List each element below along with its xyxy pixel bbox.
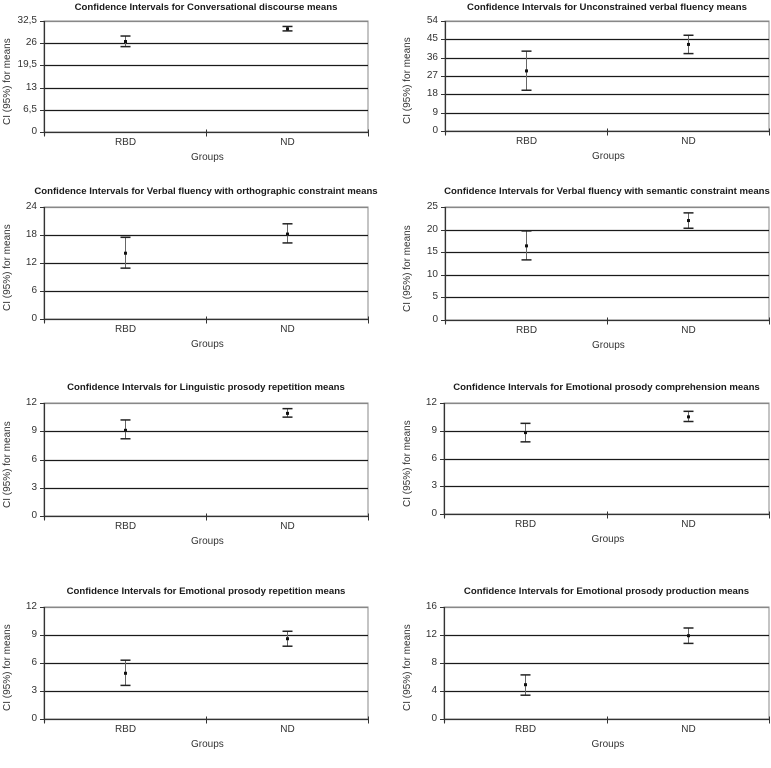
x-category-rbd: RBD — [114, 723, 137, 735]
mean-marker — [286, 637, 289, 640]
chart-emotional-prosody-repetition — [0, 578, 385, 768]
x-category-nd: ND — [280, 136, 295, 148]
x-category-rbd: RBD — [514, 518, 537, 530]
y-tick-label: 0 — [432, 124, 438, 136]
x-category-rbd: RBD — [114, 136, 137, 148]
y-tick-label: 12 — [25, 256, 37, 268]
y-tick-label: 25 — [426, 200, 438, 212]
chart-linguistic-prosody-repetition — [0, 378, 385, 568]
errorbar-rbd — [121, 420, 131, 439]
y-tick-label: 9 — [431, 424, 437, 436]
x-category-nd: ND — [681, 324, 696, 336]
plot-area — [385, 378, 770, 548]
y-tick-label: 24 — [25, 200, 37, 212]
errorbar-rbd — [521, 423, 531, 442]
x-category-rbd: RBD — [114, 520, 137, 532]
y-tick-label: 6 — [431, 452, 437, 464]
y-tick-label: 0 — [431, 712, 437, 724]
x-category-rbd: RBD — [514, 723, 537, 735]
plot-area — [0, 182, 385, 352]
y-tick-label: 12 — [25, 396, 37, 408]
y-tick-label: 0 — [31, 312, 37, 324]
y-axis-label: CI (95%) for means — [402, 224, 413, 312]
y-tick-label: 26 — [25, 36, 37, 48]
chart-title: Confidence Intervals for Conversational discourse means — [74, 2, 338, 13]
mean-marker — [687, 634, 690, 637]
y-tick-label: 18 — [25, 228, 37, 240]
x-axis-label: Groups — [591, 533, 625, 545]
plot-area — [385, 182, 770, 352]
y-tick-label: 0 — [31, 712, 37, 724]
x-category-rbd: RBD — [114, 323, 137, 335]
chart-emotional-prosody-comprehension — [385, 378, 770, 568]
y-tick-label: 12 — [25, 600, 37, 612]
y-tick-label: 12 — [425, 628, 437, 640]
chart-title: Confidence Intervals for Emotional prosody comprehension means — [453, 382, 760, 393]
y-tick-label: 15 — [426, 245, 438, 257]
chart-title: Confidence Intervals for Linguistic prosody repetition means — [67, 382, 345, 393]
errorbar-nd — [283, 631, 293, 646]
y-tick-label: 45 — [426, 32, 438, 44]
y-axis-label: CI (95%) for means — [402, 419, 413, 507]
chart-verbal-fluency-with-orthographic-constraint — [0, 182, 385, 372]
y-tick-label: 13 — [25, 81, 37, 93]
chart-verbal-fluency-with-semantic-constraint — [385, 182, 770, 372]
x-axis-label: Groups — [592, 339, 625, 351]
mean-marker — [286, 233, 289, 236]
x-axis-label: Groups — [191, 338, 224, 350]
errorbar-rbd — [522, 51, 532, 90]
y-tick-label: 12 — [425, 396, 437, 408]
y-tick-label: 3 — [431, 479, 437, 491]
y-tick-label: 0 — [431, 507, 437, 519]
y-tick-label: 10 — [426, 268, 438, 280]
errorbar-nd — [684, 213, 694, 228]
errorbar-nd — [283, 26, 293, 30]
y-tick-label: 20 — [426, 223, 438, 235]
x-category-rbd: RBD — [515, 324, 538, 336]
mean-marker — [524, 683, 527, 686]
y-tick-label: 27 — [426, 69, 438, 81]
x-category-nd: ND — [280, 723, 295, 735]
y-tick-label: 5 — [432, 290, 438, 302]
y-axis-label: CI (95%) for means — [2, 37, 13, 125]
y-tick-label: 3 — [31, 481, 37, 493]
y-axis-label: CI (95%) for means — [402, 37, 413, 124]
y-tick-label: 19,5 — [17, 58, 37, 70]
x-category-nd: ND — [681, 518, 696, 530]
y-tick-label: 6,5 — [23, 103, 37, 115]
y-axis-label: CI (95%) for means — [2, 624, 13, 711]
y-tick-label: 16 — [425, 600, 437, 612]
y-axis-label: CI (95%) for means — [2, 420, 13, 508]
errorbar-nd — [283, 409, 293, 417]
x-category-nd: ND — [280, 520, 295, 532]
mean-marker — [687, 43, 690, 46]
x-axis-label: Groups — [191, 535, 224, 547]
mean-marker — [124, 672, 127, 675]
y-tick-label: 9 — [31, 628, 37, 640]
plot-area — [0, 378, 385, 548]
y-tick-label: 54 — [426, 14, 438, 26]
mean-marker — [124, 252, 127, 255]
y-tick-label: 4 — [431, 684, 437, 696]
mean-marker — [124, 429, 127, 432]
x-category-nd: ND — [280, 323, 295, 335]
y-axis-label: CI (95%) for means — [402, 624, 413, 711]
errorbar-rbd — [521, 675, 531, 695]
mean-marker — [687, 219, 690, 222]
y-tick-label: 0 — [31, 125, 37, 137]
errorbar-nd — [684, 411, 694, 421]
y-tick-label: 9 — [31, 424, 37, 436]
mean-marker — [524, 431, 527, 434]
mean-marker — [124, 40, 127, 43]
y-tick-label: 6 — [31, 656, 37, 668]
chart-conversational-discourse — [0, 0, 385, 190]
y-axis-label: CI (95%) for means — [2, 224, 13, 311]
errorbar-nd — [684, 35, 694, 53]
chart-title: Confidence Intervals for Verbal fluency with semantic constraint means — [444, 186, 770, 197]
x-axis-label: Groups — [191, 738, 224, 750]
plot-area — [385, 0, 770, 170]
x-axis-label: Groups — [191, 151, 224, 163]
y-tick-label: 9 — [432, 106, 438, 118]
plot-area — [0, 578, 385, 748]
mean-marker — [286, 412, 289, 415]
chart-title: Confidence Intervals for Verbal fluency with orthographic constraint means — [34, 186, 378, 197]
y-tick-label: 6 — [31, 284, 37, 296]
y-tick-label: 3 — [31, 684, 37, 696]
chart-title: Confidence Intervals for Emotional prosody repetition means — [66, 586, 346, 597]
mean-marker — [286, 27, 289, 30]
errorbar-nd — [283, 224, 293, 243]
y-tick-label: 0 — [432, 313, 438, 325]
x-axis-label: Groups — [592, 150, 625, 162]
mean-marker — [687, 415, 690, 418]
y-tick-label: 32,5 — [17, 14, 37, 26]
errorbar-rbd — [522, 231, 532, 260]
plot-area — [385, 578, 770, 748]
y-tick-label: 18 — [426, 87, 438, 99]
y-tick-label: 8 — [431, 656, 437, 668]
x-category-nd: ND — [681, 135, 696, 147]
y-tick-label: 36 — [426, 51, 438, 63]
mean-marker — [525, 244, 528, 247]
y-tick-label: 0 — [31, 509, 37, 521]
x-category-rbd: RBD — [515, 135, 538, 147]
plot-area — [0, 0, 385, 170]
chart-emotional-prosody-production — [385, 578, 770, 768]
chart-title: Confidence Intervals for Emotional prosody production means — [463, 586, 750, 597]
mean-marker — [525, 69, 528, 72]
y-tick-label: 6 — [31, 453, 37, 465]
chart-unconstrained-verbal-fluency — [385, 0, 770, 190]
errorbar-rbd — [121, 36, 131, 47]
x-axis-label: Groups — [591, 738, 625, 750]
x-category-nd: ND — [681, 723, 696, 735]
chart-title: Confidence Intervals for Unconstrained verbal fluency means — [467, 2, 747, 13]
